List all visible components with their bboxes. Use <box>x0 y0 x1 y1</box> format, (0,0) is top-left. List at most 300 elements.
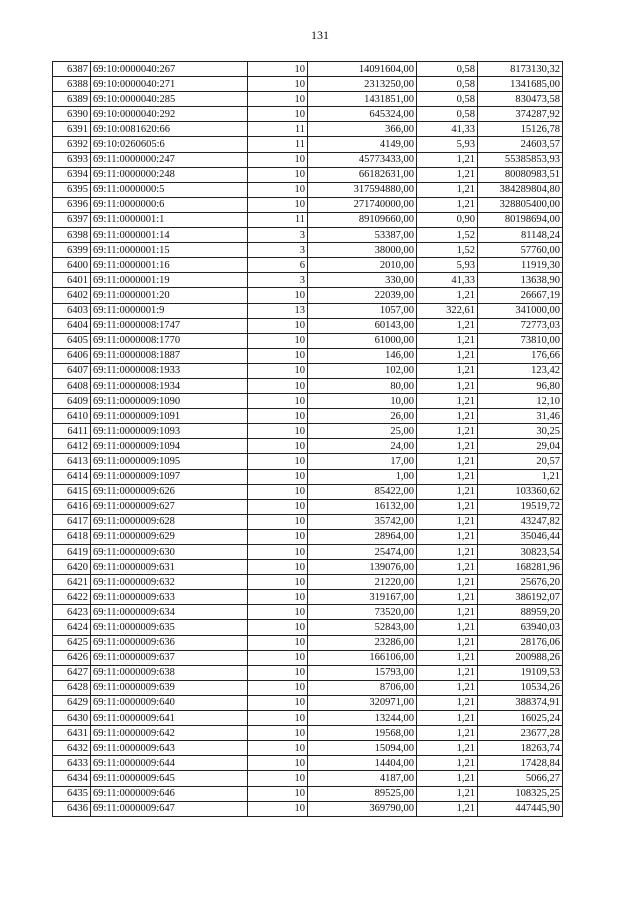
rate-cell: 1,21 <box>417 424 478 439</box>
cadastral-number-cell: 69:11:0000008:1770 <box>91 333 248 348</box>
value-cell: 19519,72 <box>478 499 563 514</box>
row-number-cell: 6396 <box>53 197 91 212</box>
row-number-cell: 6429 <box>53 695 91 710</box>
area-cell: 4187,00 <box>308 771 417 786</box>
group-code-cell: 10 <box>248 514 308 529</box>
table-row <box>53 318 563 333</box>
group-code-cell: 10 <box>248 288 308 303</box>
cadastral-number-cell: 69:10:0000040:271 <box>91 77 248 92</box>
table-row <box>53 469 563 484</box>
group-code-cell: 10 <box>248 575 308 590</box>
rate-cell: 1,21 <box>417 378 478 393</box>
cadastral-number-cell: 69:11:0000009:640 <box>91 695 248 710</box>
table-row <box>53 680 563 695</box>
cadastral-number-cell: 69:11:0000009:641 <box>91 711 248 726</box>
value-cell: 15126,78 <box>478 122 563 137</box>
table-row <box>53 620 563 635</box>
group-code-cell: 10 <box>248 409 308 424</box>
cadastral-number-cell: 69:11:0000000:6 <box>91 197 248 212</box>
row-number-cell: 6420 <box>53 560 91 575</box>
row-number-cell: 6397 <box>53 212 91 227</box>
row-number-cell: 6404 <box>53 318 91 333</box>
group-code-cell: 11 <box>248 212 308 227</box>
row-number-cell: 6391 <box>53 122 91 137</box>
value-cell: 1,21 <box>478 469 563 484</box>
table-row <box>53 650 563 665</box>
row-number-cell: 6427 <box>53 665 91 680</box>
table-row <box>53 786 563 801</box>
value-cell: 103360,62 <box>478 484 563 499</box>
area-cell: 25,00 <box>308 424 417 439</box>
value-cell: 176,66 <box>478 348 563 363</box>
group-code-cell: 10 <box>248 92 308 107</box>
cadastral-number-cell: 69:11:0000001:9 <box>91 303 248 318</box>
rate-cell: 1,21 <box>417 514 478 529</box>
cadastral-number-cell: 69:11:0000009:636 <box>91 635 248 650</box>
table-row <box>53 499 563 514</box>
row-number-cell: 6389 <box>53 92 91 107</box>
group-code-cell: 10 <box>248 469 308 484</box>
row-number-cell: 6415 <box>53 484 91 499</box>
table-row <box>53 424 563 439</box>
table-row <box>53 590 563 605</box>
cadastral-number-cell: 69:10:0000040:267 <box>91 62 248 77</box>
area-cell: 53387,00 <box>308 228 417 243</box>
row-number-cell: 6430 <box>53 711 91 726</box>
rate-cell: 1,21 <box>417 620 478 635</box>
table-row <box>53 243 563 258</box>
value-cell: 19109,53 <box>478 665 563 680</box>
table-row <box>53 167 563 182</box>
cadastral-number-cell: 69:11:0000008:1747 <box>91 318 248 333</box>
value-cell: 30,25 <box>478 424 563 439</box>
area-cell: 271740000,00 <box>308 197 417 212</box>
row-number-cell: 6393 <box>53 152 91 167</box>
table-row <box>53 560 563 575</box>
cadastral-number-cell: 69:11:0000009:633 <box>91 590 248 605</box>
area-cell: 2010,00 <box>308 258 417 273</box>
area-cell: 14404,00 <box>308 756 417 771</box>
row-number-cell: 6413 <box>53 454 91 469</box>
row-number-cell: 6424 <box>53 620 91 635</box>
cadastral-number-cell: 69:11:0000008:1933 <box>91 363 248 378</box>
rate-cell: 1,21 <box>417 771 478 786</box>
cadastral-number-cell: 69:11:0000001:19 <box>91 273 248 288</box>
area-cell: 26,00 <box>308 409 417 424</box>
area-cell: 19568,00 <box>308 726 417 741</box>
rate-cell: 1,21 <box>417 318 478 333</box>
group-code-cell: 10 <box>248 167 308 182</box>
area-cell: 80,00 <box>308 378 417 393</box>
table-row <box>53 605 563 620</box>
area-cell: 4149,00 <box>308 137 417 152</box>
rate-cell: 1,21 <box>417 484 478 499</box>
cadastral-value-table <box>52 61 563 817</box>
rate-cell: 1,21 <box>417 590 478 605</box>
table-row <box>53 92 563 107</box>
value-cell: 23677,28 <box>478 726 563 741</box>
cadastral-number-cell: 69:11:0000009:639 <box>91 680 248 695</box>
row-number-cell: 6431 <box>53 726 91 741</box>
value-cell: 8173130,32 <box>478 62 563 77</box>
value-cell: 28176,06 <box>478 635 563 650</box>
table-row <box>53 439 563 454</box>
area-cell: 139076,00 <box>308 560 417 575</box>
group-code-cell: 10 <box>248 439 308 454</box>
row-number-cell: 6425 <box>53 635 91 650</box>
cadastral-number-cell: 69:11:0000000:248 <box>91 167 248 182</box>
area-cell: 24,00 <box>308 439 417 454</box>
rate-cell: 1,21 <box>417 711 478 726</box>
group-code-cell: 10 <box>248 182 308 197</box>
value-cell: 830473,58 <box>478 92 563 107</box>
cadastral-number-cell: 69:11:0000008:1934 <box>91 378 248 393</box>
value-cell: 200988,26 <box>478 650 563 665</box>
area-cell: 317594880,00 <box>308 182 417 197</box>
value-cell: 168281,96 <box>478 560 563 575</box>
group-code-cell: 13 <box>248 303 308 318</box>
area-cell: 320971,00 <box>308 695 417 710</box>
row-number-cell: 6419 <box>53 545 91 560</box>
value-cell: 12,10 <box>478 394 563 409</box>
table-row <box>53 348 563 363</box>
group-code-cell: 10 <box>248 786 308 801</box>
group-code-cell: 10 <box>248 756 308 771</box>
area-cell: 61000,00 <box>308 333 417 348</box>
cadastral-number-cell: 69:11:0000001:14 <box>91 228 248 243</box>
table-row <box>53 665 563 680</box>
value-cell: 24603,57 <box>478 137 563 152</box>
area-cell: 60143,00 <box>308 318 417 333</box>
table-row <box>53 711 563 726</box>
cadastral-number-cell: 69:11:0000009:637 <box>91 650 248 665</box>
cadastral-number-cell: 69:11:0000009:645 <box>91 771 248 786</box>
group-code-cell: 10 <box>248 741 308 756</box>
cadastral-number-cell: 69:11:0000009:643 <box>91 741 248 756</box>
group-code-cell: 10 <box>248 635 308 650</box>
group-code-cell: 10 <box>248 560 308 575</box>
area-cell: 1,00 <box>308 469 417 484</box>
rate-cell: 0,58 <box>417 77 478 92</box>
rate-cell: 1,21 <box>417 197 478 212</box>
value-cell: 341000,00 <box>478 303 563 318</box>
group-code-cell: 10 <box>248 77 308 92</box>
row-number-cell: 6409 <box>53 394 91 409</box>
table-row <box>53 394 563 409</box>
rate-cell: 1,21 <box>417 439 478 454</box>
value-cell: 388374,91 <box>478 695 563 710</box>
rate-cell: 1,21 <box>417 288 478 303</box>
group-code-cell: 10 <box>248 318 308 333</box>
cadastral-number-cell: 69:11:0000009:628 <box>91 514 248 529</box>
rate-cell: 1,21 <box>417 605 478 620</box>
row-number-cell: 6406 <box>53 348 91 363</box>
group-code-cell: 10 <box>248 378 308 393</box>
value-cell: 26667,19 <box>478 288 563 303</box>
table-row <box>53 635 563 650</box>
table-body <box>53 62 563 817</box>
table-row <box>53 514 563 529</box>
area-cell: 66182631,00 <box>308 167 417 182</box>
value-cell: 81148,24 <box>478 228 563 243</box>
row-number-cell: 6408 <box>53 378 91 393</box>
row-number-cell: 6434 <box>53 771 91 786</box>
area-cell: 15793,00 <box>308 665 417 680</box>
value-cell: 447445,90 <box>478 801 563 816</box>
area-cell: 330,00 <box>308 273 417 288</box>
table-row <box>53 756 563 771</box>
value-cell: 35046,44 <box>478 529 563 544</box>
rate-cell: 1,21 <box>417 499 478 514</box>
rate-cell: 322,61 <box>417 303 478 318</box>
cadastral-number-cell: 69:11:0000000:5 <box>91 182 248 197</box>
group-code-cell: 10 <box>248 499 308 514</box>
rate-cell: 1,21 <box>417 560 478 575</box>
table-row <box>53 77 563 92</box>
table-row <box>53 363 563 378</box>
row-number-cell: 6421 <box>53 575 91 590</box>
rate-cell: 0,90 <box>417 212 478 227</box>
area-cell: 13244,00 <box>308 711 417 726</box>
area-cell: 23286,00 <box>308 635 417 650</box>
cadastral-number-cell: 69:11:0000009:638 <box>91 665 248 680</box>
area-cell: 1431851,00 <box>308 92 417 107</box>
value-cell: 31,46 <box>478 409 563 424</box>
cadastral-number-cell: 69:11:0000009:630 <box>91 545 248 560</box>
rate-cell: 1,21 <box>417 650 478 665</box>
group-code-cell: 10 <box>248 650 308 665</box>
value-cell: 18263,74 <box>478 741 563 756</box>
area-cell: 2313250,00 <box>308 77 417 92</box>
value-cell: 55385853,93 <box>478 152 563 167</box>
table-row <box>53 137 563 152</box>
value-cell: 30823,54 <box>478 545 563 560</box>
group-code-cell: 10 <box>248 363 308 378</box>
group-code-cell: 10 <box>248 424 308 439</box>
cadastral-number-cell: 69:11:0000008:1887 <box>91 348 248 363</box>
table-row <box>53 333 563 348</box>
area-cell: 85422,00 <box>308 484 417 499</box>
table-row <box>53 107 563 122</box>
value-cell: 384289804,80 <box>478 182 563 197</box>
area-cell: 10,00 <box>308 394 417 409</box>
row-number-cell: 6403 <box>53 303 91 318</box>
area-cell: 38000,00 <box>308 243 417 258</box>
value-cell: 80198694,00 <box>478 212 563 227</box>
value-cell: 57760,00 <box>478 243 563 258</box>
value-cell: 10534,26 <box>478 680 563 695</box>
area-cell: 14091604,00 <box>308 62 417 77</box>
group-code-cell: 10 <box>248 197 308 212</box>
row-number-cell: 6433 <box>53 756 91 771</box>
group-code-cell: 10 <box>248 62 308 77</box>
row-number-cell: 6418 <box>53 529 91 544</box>
cadastral-number-cell: 69:11:0000001:1 <box>91 212 248 227</box>
value-cell: 123,42 <box>478 363 563 378</box>
table-row <box>53 228 563 243</box>
rate-cell: 1,21 <box>417 665 478 680</box>
value-cell: 11919,30 <box>478 258 563 273</box>
rate-cell: 0,58 <box>417 107 478 122</box>
area-cell: 166106,00 <box>308 650 417 665</box>
rate-cell: 41,33 <box>417 122 478 137</box>
rate-cell: 1,21 <box>417 635 478 650</box>
group-code-cell: 10 <box>248 454 308 469</box>
table-row <box>53 303 563 318</box>
table-row <box>53 575 563 590</box>
rate-cell: 1,21 <box>417 786 478 801</box>
value-cell: 20,57 <box>478 454 563 469</box>
row-number-cell: 6401 <box>53 273 91 288</box>
group-code-cell: 10 <box>248 348 308 363</box>
rate-cell: 0,58 <box>417 62 478 77</box>
group-code-cell: 10 <box>248 107 308 122</box>
table-row <box>53 122 563 137</box>
rate-cell: 1,21 <box>417 695 478 710</box>
table-row <box>53 258 563 273</box>
table-row <box>53 273 563 288</box>
row-number-cell: 6411 <box>53 424 91 439</box>
group-code-cell: 10 <box>248 484 308 499</box>
rate-cell: 1,21 <box>417 333 478 348</box>
cadastral-number-cell: 69:11:0000001:15 <box>91 243 248 258</box>
row-number-cell: 6435 <box>53 786 91 801</box>
area-cell: 146,00 <box>308 348 417 363</box>
rate-cell: 1,21 <box>417 454 478 469</box>
row-number-cell: 6422 <box>53 590 91 605</box>
group-code-cell: 10 <box>248 695 308 710</box>
row-number-cell: 6410 <box>53 409 91 424</box>
cadastral-number-cell: 69:10:0081620:66 <box>91 122 248 137</box>
group-code-cell: 6 <box>248 258 308 273</box>
cadastral-number-cell: 69:11:0000009:1095 <box>91 454 248 469</box>
area-cell: 22039,00 <box>308 288 417 303</box>
group-code-cell: 3 <box>248 243 308 258</box>
value-cell: 17428,84 <box>478 756 563 771</box>
rate-cell: 41,33 <box>417 273 478 288</box>
cadastral-number-cell: 69:11:0000009:1093 <box>91 424 248 439</box>
rate-cell: 1,21 <box>417 680 478 695</box>
cadastral-number-cell: 69:11:0000009:1097 <box>91 469 248 484</box>
area-cell: 21220,00 <box>308 575 417 590</box>
group-code-cell: 11 <box>248 122 308 137</box>
area-cell: 89109660,00 <box>308 212 417 227</box>
area-cell: 73520,00 <box>308 605 417 620</box>
group-code-cell: 10 <box>248 529 308 544</box>
table-row <box>53 378 563 393</box>
group-code-cell: 10 <box>248 680 308 695</box>
row-number-cell: 6432 <box>53 741 91 756</box>
page-number: 131 <box>311 28 329 42</box>
table-row <box>53 726 563 741</box>
rate-cell: 1,21 <box>417 545 478 560</box>
cadastral-number-cell: 69:11:0000009:1094 <box>91 439 248 454</box>
value-cell: 328805400,00 <box>478 197 563 212</box>
rate-cell: 1,52 <box>417 228 478 243</box>
row-number-cell: 6426 <box>53 650 91 665</box>
area-cell: 16132,00 <box>308 499 417 514</box>
area-cell: 35742,00 <box>308 514 417 529</box>
cadastral-number-cell: 69:10:0000040:292 <box>91 107 248 122</box>
group-code-cell: 10 <box>248 152 308 167</box>
rate-cell: 1,21 <box>417 152 478 167</box>
row-number-cell: 6387 <box>53 62 91 77</box>
table-row <box>53 545 563 560</box>
value-cell: 16025,24 <box>478 711 563 726</box>
group-code-cell: 10 <box>248 333 308 348</box>
value-cell: 13638,90 <box>478 273 563 288</box>
rate-cell: 1,52 <box>417 243 478 258</box>
table-row <box>53 484 563 499</box>
rate-cell: 1,21 <box>417 409 478 424</box>
table-row <box>53 182 563 197</box>
cadastral-number-cell: 69:11:0000009:642 <box>91 726 248 741</box>
cadastral-number-cell: 69:11:0000009:632 <box>91 575 248 590</box>
row-number-cell: 6405 <box>53 333 91 348</box>
cadastral-number-cell: 69:10:0000040:285 <box>91 92 248 107</box>
cadastral-number-cell: 69:11:0000009:626 <box>91 484 248 499</box>
cadastral-number-cell: 69:11:0000009:631 <box>91 560 248 575</box>
cadastral-number-cell: 69:10:0260605:6 <box>91 137 248 152</box>
row-number-cell: 6407 <box>53 363 91 378</box>
cadastral-number-cell: 69:11:0000000:247 <box>91 152 248 167</box>
value-cell: 80080983,51 <box>478 167 563 182</box>
area-cell: 52843,00 <box>308 620 417 635</box>
cadastral-number-cell: 69:11:0000001:20 <box>91 288 248 303</box>
value-cell: 88959,20 <box>478 605 563 620</box>
table-row <box>53 741 563 756</box>
rate-cell: 1,21 <box>417 182 478 197</box>
group-code-cell: 10 <box>248 726 308 741</box>
table-row <box>53 62 563 77</box>
group-code-cell: 10 <box>248 394 308 409</box>
table-row <box>53 409 563 424</box>
cadastral-number-cell: 69:11:0000009:1090 <box>91 394 248 409</box>
rate-cell: 1,21 <box>417 363 478 378</box>
row-number-cell: 6412 <box>53 439 91 454</box>
value-cell: 72773,03 <box>478 318 563 333</box>
area-cell: 45773433,00 <box>308 152 417 167</box>
group-code-cell: 10 <box>248 771 308 786</box>
cadastral-number-cell: 69:11:0000009:629 <box>91 529 248 544</box>
cadastral-number-cell: 69:11:0000009:647 <box>91 801 248 816</box>
cadastral-number-cell: 69:11:0000009:627 <box>91 499 248 514</box>
area-cell: 645324,00 <box>308 107 417 122</box>
value-cell: 1341685,00 <box>478 77 563 92</box>
rate-cell: 5,93 <box>417 258 478 273</box>
area-cell: 1057,00 <box>308 303 417 318</box>
table-row <box>53 212 563 227</box>
rate-cell: 5,93 <box>417 137 478 152</box>
group-code-cell: 10 <box>248 665 308 680</box>
rate-cell: 1,21 <box>417 469 478 484</box>
table-row <box>53 288 563 303</box>
value-cell: 63940,03 <box>478 620 563 635</box>
area-cell: 89525,00 <box>308 786 417 801</box>
value-cell: 5066,27 <box>478 771 563 786</box>
row-number-cell: 6423 <box>53 605 91 620</box>
row-number-cell: 6395 <box>53 182 91 197</box>
cadastral-number-cell: 69:11:0000009:635 <box>91 620 248 635</box>
row-number-cell: 6416 <box>53 499 91 514</box>
row-number-cell: 6417 <box>53 514 91 529</box>
rate-cell: 0,58 <box>417 92 478 107</box>
row-number-cell: 6388 <box>53 77 91 92</box>
row-number-cell: 6399 <box>53 243 91 258</box>
table-row <box>53 695 563 710</box>
rate-cell: 1,21 <box>417 348 478 363</box>
table-row <box>53 801 563 816</box>
